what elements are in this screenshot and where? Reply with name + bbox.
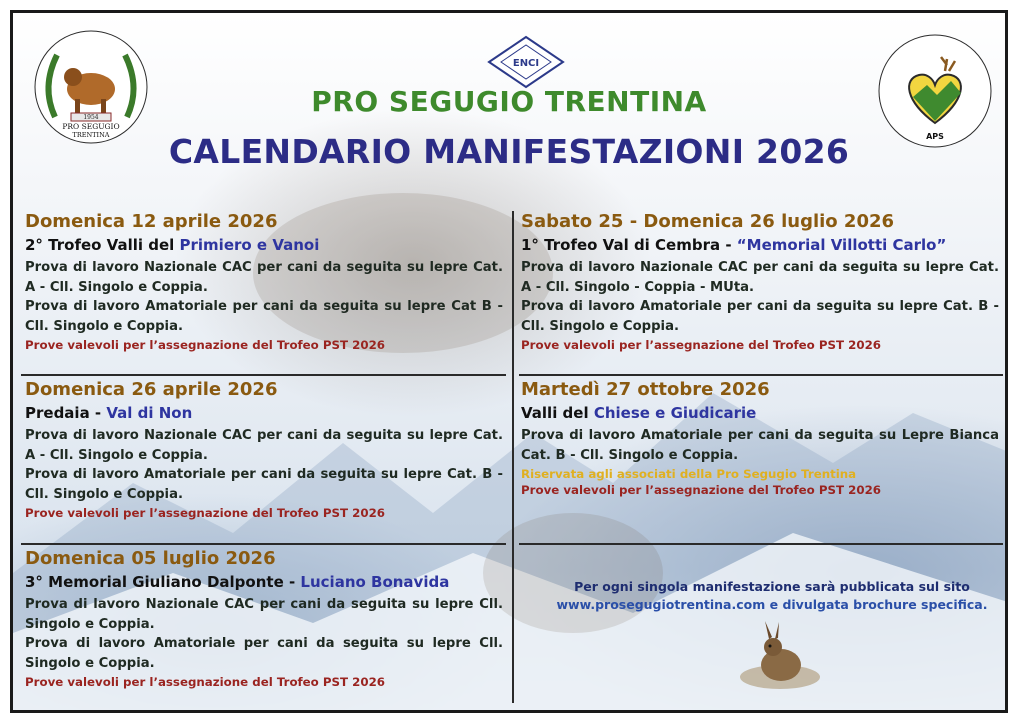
row-divider [519, 374, 1003, 376]
poster-frame [10, 10, 1008, 713]
event-description: Prova di lavoro Amatoriale per cani da seguita su lepre Cat B - Cll. Singolo e Coppia. [25, 299, 503, 334]
event-card [25, 211, 503, 352]
column-divider [512, 211, 514, 703]
event-description: Prova di lavoro Nazionale CAC per cani da seguita su lepre Cll. Singolo e Coppia. [25, 597, 503, 632]
row-divider [21, 543, 506, 545]
event-card [25, 379, 503, 520]
event-description: Prova di lavoro Amatoriale per cani da seguita su lepre Cat. B - Cll. Singolo e Coppia. [25, 467, 503, 502]
enci-text: ENCI [512, 58, 540, 69]
event-description: Prova di lavoro Amatoriale per cani da seguita su lepre Cll. Singolo e Coppia. [25, 636, 503, 671]
event-note: Prove valevoli per l’assegnazione del Trofeo PST 2026 [521, 338, 882, 353]
event-date: Sabato 25 - Domenica 26 luglio 2026 [521, 211, 895, 232]
event-description: Prova di lavoro Amatoriale per cani da seguita su Lepre Bianca Cat. B - Cll. Singolo e Coppia. [521, 428, 999, 463]
row-divider [519, 543, 1003, 545]
event-date: Domenica 26 aprile 2026 [25, 379, 278, 400]
event-description: Prova di lavoro Nazionale CAC per cani da seguita su lepre Cat. A - Cll. Singolo e Coppia. [25, 260, 503, 295]
event-description: Prova di lavoro Nazionale CAC per cani da seguita su lepre Cat. A - Cll. Singolo - Coppia - MUta. [521, 260, 999, 295]
website-note-line1: Per ogni singola manifestazione sarà pubblicata sul sito [574, 579, 970, 594]
event-card [521, 379, 999, 497]
logo-year: 1954 [83, 114, 99, 121]
website-note [537, 578, 1007, 614]
row-divider [21, 374, 506, 376]
event-title: Predaia - Val di Non [25, 404, 193, 422]
event-date: Martedì 27 ottobre 2026 [521, 379, 770, 400]
hare-illustration [735, 619, 825, 691]
event-date: Domenica 12 aprile 2026 [25, 211, 278, 232]
logo-line1: PRO SEGUGIO [62, 122, 120, 131]
logo-aps: APS [926, 132, 944, 141]
event-note: Prove valevoli per l’assegnazione del Trofeo PST 2026 [25, 506, 386, 521]
event-title: 1° Trofeo Val di Cembra - “Memorial Villotti Carlo” [521, 236, 947, 254]
event-date: Domenica 05 luglio 2026 [25, 548, 276, 569]
event-description: Prova di lavoro Amatoriale per cani da seguita su lepre Cat. B - Cll. Singolo e Coppia. [521, 299, 999, 334]
enci-logo [481, 33, 571, 91]
event-title: Valli del Chiese e Giudicarie [521, 404, 757, 422]
event-card [521, 211, 999, 352]
event-reserved-note: Riservata agli associati della Pro Segugio Trentina [521, 467, 857, 482]
event-note: Prove valevoli per l’assegnazione del Trofeo PST 2026 [25, 675, 386, 690]
page-title: PRO SEGUGIO TRENTINA [311, 85, 707, 118]
event-note: Prove valevoli per l’assegnazione del Trofeo PST 2026 [25, 338, 386, 353]
event-description: Prova di lavoro Nazionale CAC per cani da seguita su lepre Cat. A - Cll. Singolo e Coppia. [25, 428, 503, 463]
event-card [25, 548, 503, 689]
logo-line2: TRENTINA [72, 131, 110, 139]
event-note: Prove valevoli per l’assegnazione del Trofeo PST 2026 [521, 483, 882, 498]
page-subtitle: CALENDARIO MANIFESTAZIONI 2026 [168, 132, 850, 171]
event-title: 3° Memorial Giuliano Dalponte - Luciano Bonavida [25, 573, 450, 591]
event-title: 2° Trofeo Valli del Primiero e Vanoi [25, 236, 320, 254]
website-link[interactable]: www.prosegugiotrentina.com e divulgata brochure specifica. [556, 597, 988, 612]
